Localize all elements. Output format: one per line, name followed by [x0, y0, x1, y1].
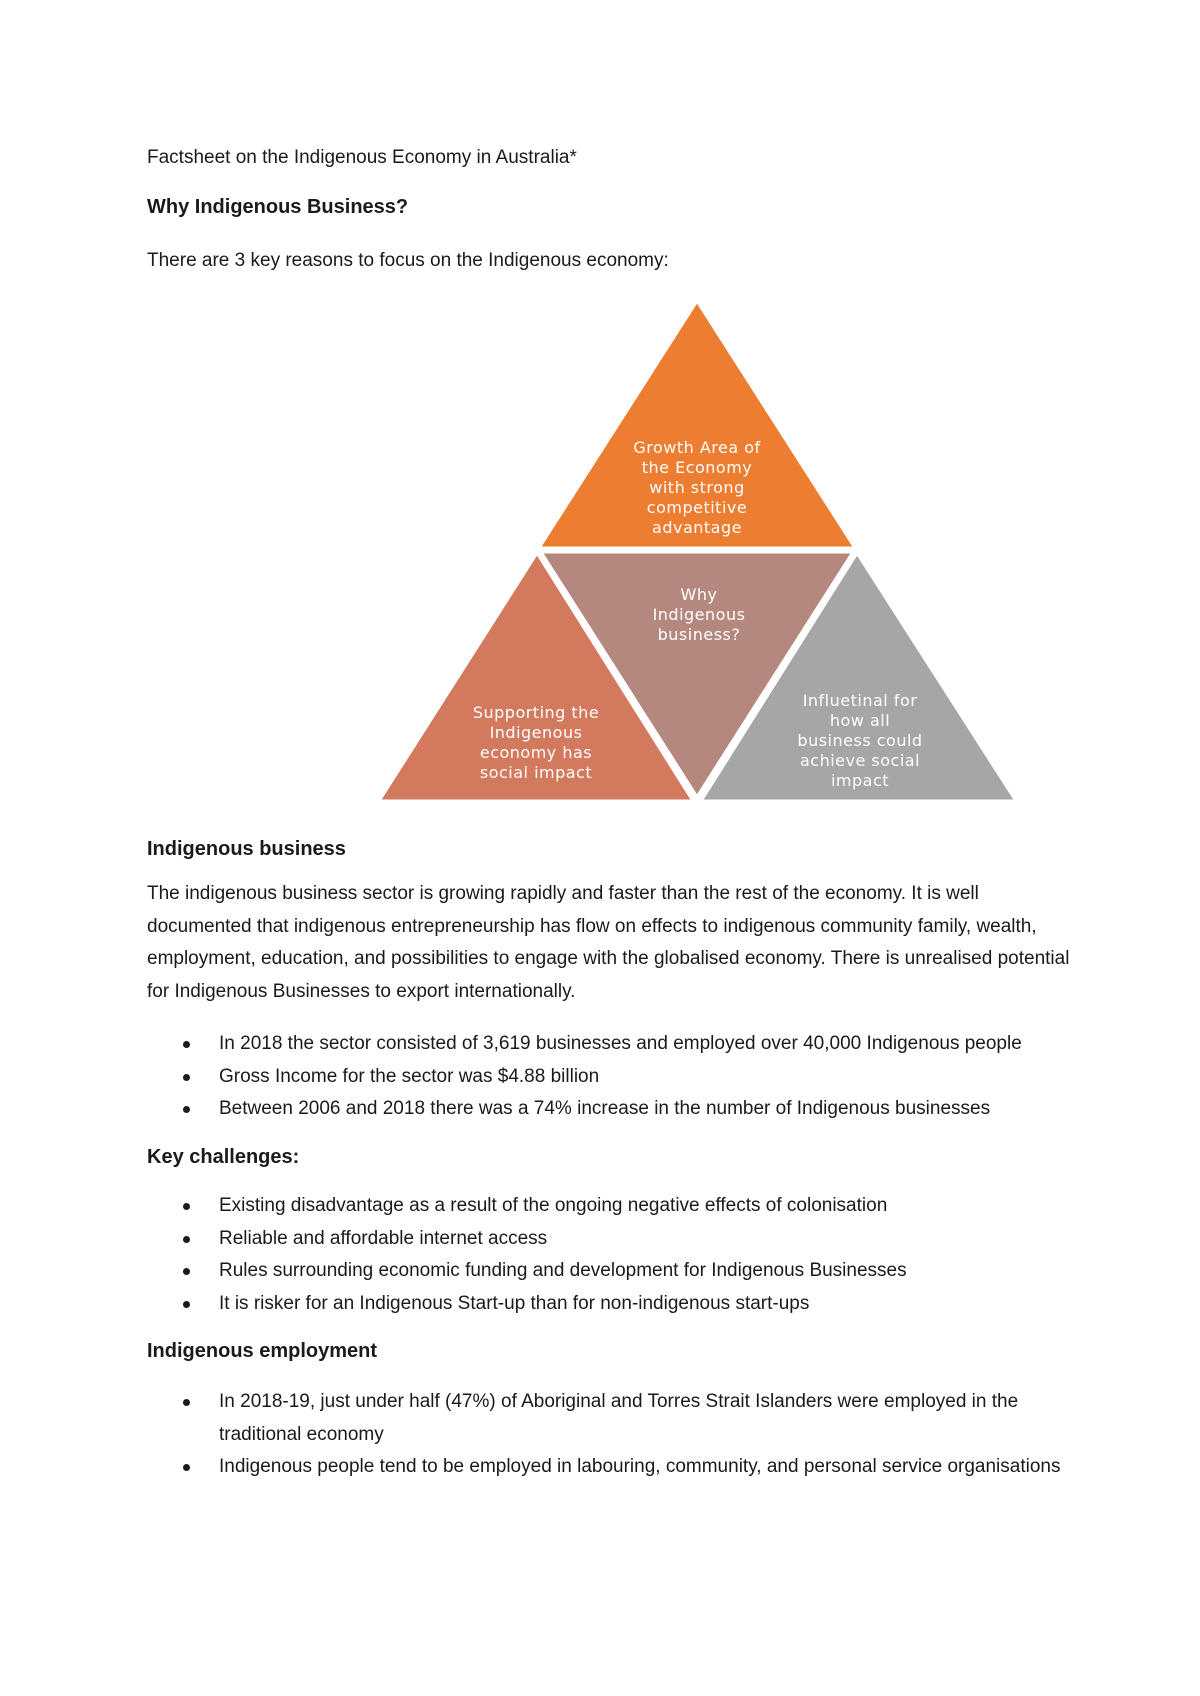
diagram-label-line: business?	[657, 625, 741, 644]
challenges-heading: Key challenges:	[147, 1146, 300, 1168]
intro-text: There are 3 key reasons to focus on the Indigenous economy:	[147, 250, 669, 271]
list-item: It is risker for an Indigenous Start-up than for non-indigenous start-ups	[147, 1288, 1077, 1321]
diagram-label-line: economy has	[479, 743, 593, 762]
diagram-label-line: with strong	[649, 478, 745, 497]
list-item: In 2018 the sector consisted of 3,619 businesses and employed over 40,000 Indigenous people	[147, 1028, 1077, 1061]
list-item: Between 2006 and 2018 there was a 74% increase in the number of Indigenous businesses	[147, 1093, 1077, 1126]
bullet-icon	[183, 1301, 190, 1308]
diagram-label-line: advantage	[652, 518, 742, 537]
diagram-label-line: Indigenous	[652, 605, 746, 624]
bullet-icon	[183, 1236, 190, 1243]
list-item: Gross Income for the sector was $4.88 billion	[147, 1061, 1077, 1094]
business-paragraph: The indigenous business sector is growing rapidly and faster than the rest of the economy. It is well documented that indigenous entrepreneurship has flow on effects to indigenous community family, wealth, employment, education, and possibilities to engage with the globalised economy. There is unrealised potential for Indigenous Businesses to export internationally.	[147, 883, 1070, 1002]
diagram-label-line: competitive	[646, 498, 748, 517]
top-triangle-label	[633, 438, 760, 537]
employment-heading: Indigenous employment	[147, 1340, 378, 1362]
business-bullet-list	[147, 1028, 1077, 1126]
diagram-label-line: Indigenous	[489, 723, 583, 742]
diagram-label-line: impact	[830, 771, 890, 790]
employment-bullet-list	[147, 1386, 1077, 1484]
why-business-heading: Why Indigenous Business?	[147, 196, 409, 218]
diagram-label-line: Why	[680, 585, 718, 604]
diagram-label-line: achieve social	[799, 751, 921, 770]
bullet-icon	[183, 1074, 190, 1081]
list-item: Rules surrounding economic funding and development for Indigenous Businesses	[147, 1255, 1077, 1288]
challenges-bullet-list	[147, 1190, 1077, 1320]
bullet-icon	[183, 1464, 190, 1471]
diagram-label-line: how all	[829, 711, 891, 730]
diagram-label-line: Growth Area of	[633, 438, 761, 457]
diagram-label-line: the Economy	[641, 458, 753, 477]
bullet-icon	[183, 1399, 190, 1406]
diagram-label-line: Supporting the	[472, 703, 600, 722]
left-triangle-label	[473, 703, 599, 782]
list-item: In 2018-19, just under half (47%) of Aboriginal and Torres Strait Islanders were employed in the traditional economy	[147, 1386, 1077, 1451]
document-title: Factsheet on the Indigenous Economy in Australia*	[147, 147, 577, 168]
diagram-label-line: business could	[797, 731, 923, 750]
bullet-icon	[183, 1203, 190, 1210]
business-heading: Indigenous business	[147, 838, 346, 860]
list-item: Reliable and affordable internet access	[147, 1223, 1077, 1256]
list-item: Existing disadvantage as a result of the ongoing negative effects of colonisation	[147, 1190, 1077, 1223]
diagram-label-line: social impact	[479, 763, 593, 782]
bullet-icon	[183, 1106, 190, 1113]
bullet-icon	[183, 1268, 190, 1275]
diagram-label-line: Influetinal for	[802, 691, 918, 710]
bullet-icon	[183, 1041, 190, 1048]
list-item: Indigenous people tend to be employed in labouring, community, and personal service organisations	[147, 1451, 1077, 1484]
